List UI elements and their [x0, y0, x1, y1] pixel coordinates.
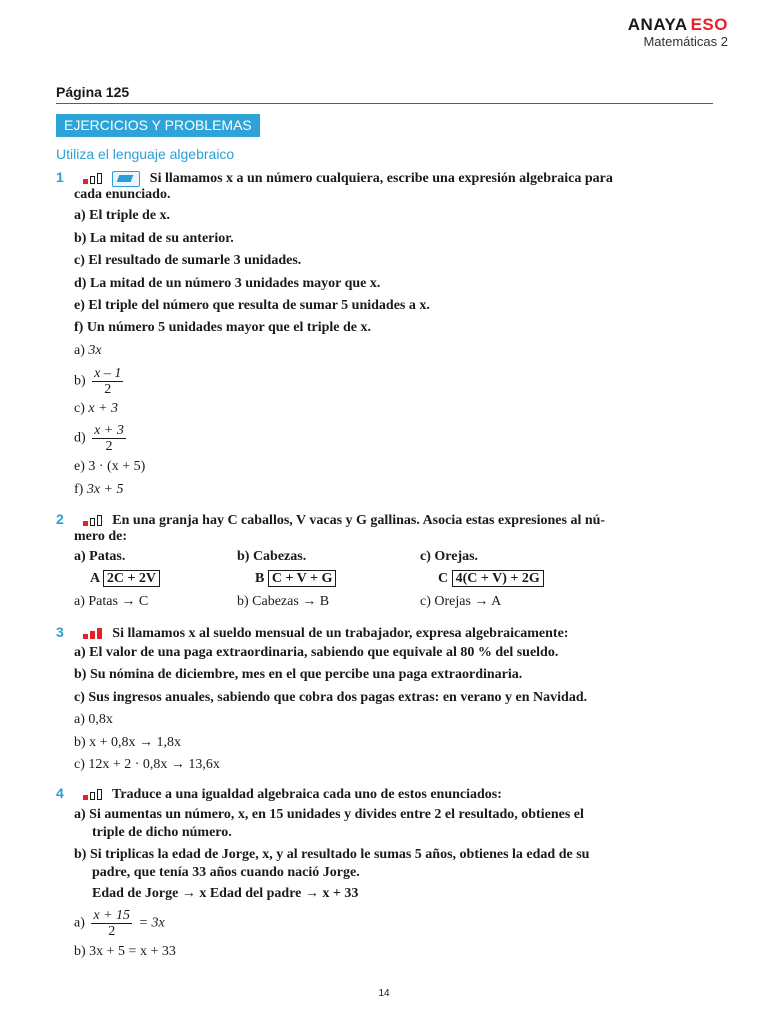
page-label: Página 125: [56, 84, 130, 100]
ex4-hint: Edad de Jorge → x Edad del padre → x + 33: [92, 886, 359, 901]
ex1-answer-a: [74, 342, 102, 360]
difficulty-icon: [83, 173, 103, 184]
ex3-statement-row: [56, 623, 568, 643]
answer-label: a): [74, 343, 85, 358]
ex1-answer-e: [74, 458, 145, 476]
ex2-answer: b) Cabezas → B: [237, 594, 330, 609]
ex1-answer-c: [74, 400, 118, 418]
answer-label: d): [74, 430, 86, 446]
brand-accent: ESO: [690, 15, 728, 34]
option-expression: 4(C + V) + 2G: [452, 570, 544, 587]
ex3-answer: a) 0,8x: [74, 712, 113, 727]
digital-resource-icon: [112, 171, 140, 187]
ex4-statement-row: [56, 784, 502, 804]
ex4-number: 4: [56, 785, 64, 801]
ex3-answer: b) x + 0,8x → 1,8x: [74, 735, 182, 750]
option-letter: C: [438, 571, 449, 586]
ex2-statement: En una granja hay C caballos, V vacas y G gallinas. Asocia estas expresiones al nú-: [112, 513, 606, 528]
ex2-option-label: c) Orejas.: [420, 549, 479, 564]
answer-label: b): [74, 373, 86, 389]
answer-label: a): [74, 915, 85, 931]
ex1-item: d) La mitad de un número 3 unidades mayor que x.: [74, 276, 381, 291]
ex4-item-b: b) Si triplicas la edad de Jorge, x, y al resultado le sumas 5 años, obtienes la edad de su: [74, 847, 590, 862]
answer-value: x + 3: [88, 401, 119, 416]
ex2-number: 2: [56, 511, 64, 527]
ex1-item: c) El resultado de sumarle 3 unidades.: [74, 253, 302, 268]
ex3-item: b) Su nómina de diciembre, mes en el que percibe una paga extraordinaria.: [74, 667, 523, 682]
ex1-answer-f: [74, 481, 124, 499]
fraction-numerator: x + 15: [93, 908, 131, 923]
ex4-answer-a: [74, 908, 165, 939]
ex4-answer-b: b) 3x + 5 = x + 33: [74, 944, 176, 959]
option-expression: 2C + 2V: [103, 570, 160, 587]
fraction-denominator: 2: [108, 924, 116, 939]
ex4-statement: Traduce a una igualdad algebraica cada uno de estos enunciados:: [112, 787, 502, 802]
answer-value: 3x + 5: [86, 482, 124, 497]
ex3-statement: Si llamamos x al sueldo mensual de un trabajador, expresa algebraicamente:: [112, 626, 569, 641]
option-letter: B: [255, 571, 265, 586]
brand-header: [628, 16, 728, 50]
ex1-answer-b: [74, 366, 126, 397]
section-title: EJERCICIOS Y PROBLEMAS: [56, 114, 260, 137]
answer-value: 3 · (x + 5): [88, 459, 146, 474]
fraction-numerator: x + 3: [94, 423, 124, 438]
subject-label: Matemáticas 2: [643, 34, 728, 49]
fraction-numerator: x – 1: [94, 366, 122, 381]
header-rule: [56, 103, 713, 104]
difficulty-icon: [83, 789, 103, 800]
ex1-number: 1: [56, 169, 64, 185]
ex2-option-label: b) Cabezas.: [237, 549, 307, 564]
ex2-option-label: a) Patas.: [74, 549, 126, 564]
ex3-number: 3: [56, 624, 64, 640]
ex1-statement-cont: cada enunciado.: [74, 187, 171, 202]
ex4-item-a-cont: triple de dicho número.: [92, 825, 232, 840]
brand-logo: [628, 16, 728, 34]
answer-value: 3x: [88, 343, 102, 358]
difficulty-icon: [83, 628, 103, 639]
fraction: [92, 366, 123, 397]
subsection-title: Utiliza el lenguaje algebraico: [56, 146, 235, 162]
fraction-denominator: 2: [104, 382, 112, 397]
option-expression: C + V + G: [268, 570, 337, 587]
ex2-answer: a) Patas → C: [74, 594, 149, 609]
ex1-answer-d: [74, 423, 129, 454]
footer-page-number: 14: [378, 988, 390, 999]
ex2-statement-cont: mero de:: [74, 529, 127, 544]
ex1-item: e) El triple del número que resulta de sumar 5 unidades a x.: [74, 298, 430, 313]
ex1-statement-row: [56, 168, 613, 188]
fraction: [92, 423, 126, 454]
ex4-item-b-cont: padre, que tenía 33 años cuando nació Jorge.: [92, 865, 360, 880]
difficulty-icon: [83, 515, 103, 526]
fraction: [91, 908, 132, 939]
ex3-item: a) El valor de una paga extraordinaria, sabiendo que equivale al 80 % del sueldo.: [74, 645, 559, 660]
ex2-statement-row: [56, 510, 605, 530]
ex1-item: f) Un número 5 unidades mayor que el triple de x.: [74, 320, 371, 335]
answer-label: e): [74, 459, 85, 474]
ex3-item: c) Sus ingresos anuales, sabiendo que cobra dos pagas extras: en verano y en Navidad.: [74, 690, 588, 705]
ex1-item: a) El triple de x.: [74, 208, 171, 223]
answer-label: c): [74, 401, 85, 416]
answer-label: f): [74, 482, 84, 497]
ex3-answer: c) 12x + 2 · 0,8x → 13,6x: [74, 757, 220, 772]
ex2-answer: c) Orejas → A: [420, 594, 502, 609]
fraction-denominator: 2: [105, 439, 113, 454]
ex2-option-expr: [438, 570, 544, 588]
answer-value: = 3x: [138, 915, 165, 931]
ex4-item-a: a) Si aumentas un número, x, en 15 unidades y divides entre 2 el resultado, obtienes el: [74, 807, 584, 822]
option-letter: A: [90, 571, 100, 586]
ex2-option-expr: [90, 570, 160, 588]
brand-main: ANAYA: [627, 15, 688, 34]
ex1-item: b) La mitad de su anterior.: [74, 231, 234, 246]
ex2-option-expr: [255, 570, 336, 588]
ex1-statement: Si llamamos x a un número cualquiera, escribe una expresión algebraica para: [149, 171, 613, 186]
